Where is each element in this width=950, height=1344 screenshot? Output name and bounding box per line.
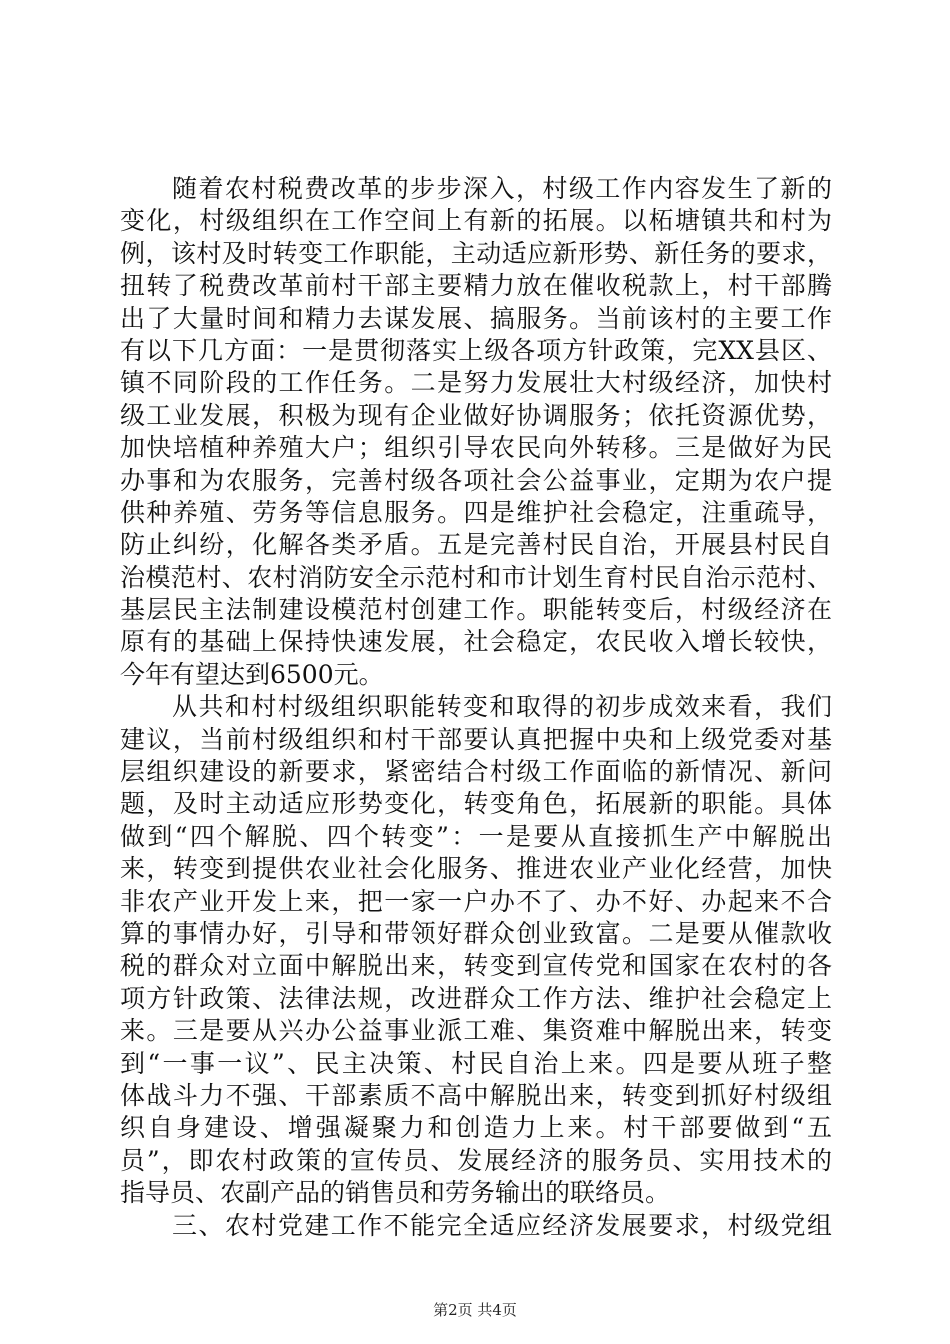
- text-line: 题，及时主动适应形势变化，转变角色，拓展新的职能。具体: [120, 789, 832, 819]
- text-line: 来。三是要从兴办公益事业派工难、集资难中解脱出来，转变: [120, 1016, 832, 1046]
- text-line: 税的群众对立面中解脱出来，转变到宣传党和国家在农村的各: [120, 951, 832, 981]
- text-line: 织自身建设、增强凝聚力和创造力上来。村干部要做到“五: [120, 1113, 832, 1143]
- text-line: 算的事情办好，引导和带领好群众创业致富。二是要从催款收: [120, 918, 832, 948]
- text-line: 有以下几方面：一是贯彻落实上级各项方针政策，完XX县区、: [120, 335, 832, 365]
- text-line: 做到“四个解脱、四个转变”：一是要从直接抓生产中解脱出: [120, 821, 832, 851]
- text-line: 从共和村村级组织职能转变和取得的初步成效来看，我们: [172, 692, 832, 722]
- text-line: 例，该村及时转变工作职能，主动适应新形势、新任务的要求，: [120, 238, 832, 268]
- text-line: 层组织建设的新要求，紧密结合村级工作面临的新情况、新问: [120, 757, 832, 787]
- text-line: 随着农村税费改革的步步深入，村级工作内容发生了新的: [172, 174, 832, 203]
- text-line: 建议，当前村级组织和村干部要认真把握中央和上级党委对基: [120, 724, 832, 754]
- page-footer: 第2页 共4页: [433, 1301, 517, 1319]
- text-line: 项方针政策、法律法规，改进群众工作方法、维护社会稳定上: [120, 983, 832, 1013]
- text-line: 防止纠纷，化解各类矛盾。五是完善村民自治，开展县村民自: [120, 530, 832, 560]
- text-line: 供种养殖、劳务等信息服务。四是维护社会稳定，注重疏导，: [120, 497, 832, 527]
- text-line: 治模范村、农村消防安全示范村和市计划生育村民自治示范村、: [120, 562, 832, 592]
- text-line: 级工业发展，积极为现有企业做好协调服务；依托资源优势，: [120, 400, 832, 430]
- text-line: 基层民主法制建设模范村创建工作。职能转变后，村级经济在: [120, 595, 832, 625]
- text-line: 变化，村级组织在工作空间上有新的拓展。以柘塘镇共和村为: [120, 206, 832, 236]
- text-line: 员”，即农村政策的宣传员、发展经济的服务员、实用技术的: [120, 1145, 832, 1175]
- text-line: 扭转了税费改革前村干部主要精力放在催收税款上，村干部腾: [120, 271, 832, 301]
- text-line: 三、农村党建工作不能完全适应经济发展要求，村级党组: [172, 1210, 832, 1240]
- text-line: 来，转变到提供农业社会化服务、推进农业产业化经营，加快: [120, 854, 832, 884]
- text-line: 镇不同阶段的工作任务。二是努力发展壮大村级经济，加快村: [120, 368, 832, 398]
- text-line: 体战斗力不强、干部素质不高中解脱出来，转变到抓好村级组: [120, 1080, 832, 1110]
- text-line: 今年有望达到6500元。: [120, 659, 384, 689]
- text-line: 办事和为农服务，完善村级各项社会公益事业，定期为农户提: [120, 465, 832, 495]
- text-line: 出了大量时间和精力去谋发展、搞服务。当前该村的主要工作: [120, 303, 832, 333]
- text-line: 指导员、农副产品的销售员和劳务输出的联络员。: [120, 1178, 671, 1208]
- text-line: 加快培植种养殖大户；组织引导农民向外转移。三是做好为民: [120, 433, 832, 463]
- text-line: 原有的基础上保持快速发展，社会稳定，农民收入增长较快，: [120, 627, 832, 657]
- text-line: 到“一事一议”、民主决策、村民自治上来。四是要从班子整: [120, 1048, 832, 1078]
- text-line: 非农产业开发上来，把一家一户办不了、办不好、办起来不合: [120, 886, 832, 916]
- document-body: [120, 173, 832, 1242]
